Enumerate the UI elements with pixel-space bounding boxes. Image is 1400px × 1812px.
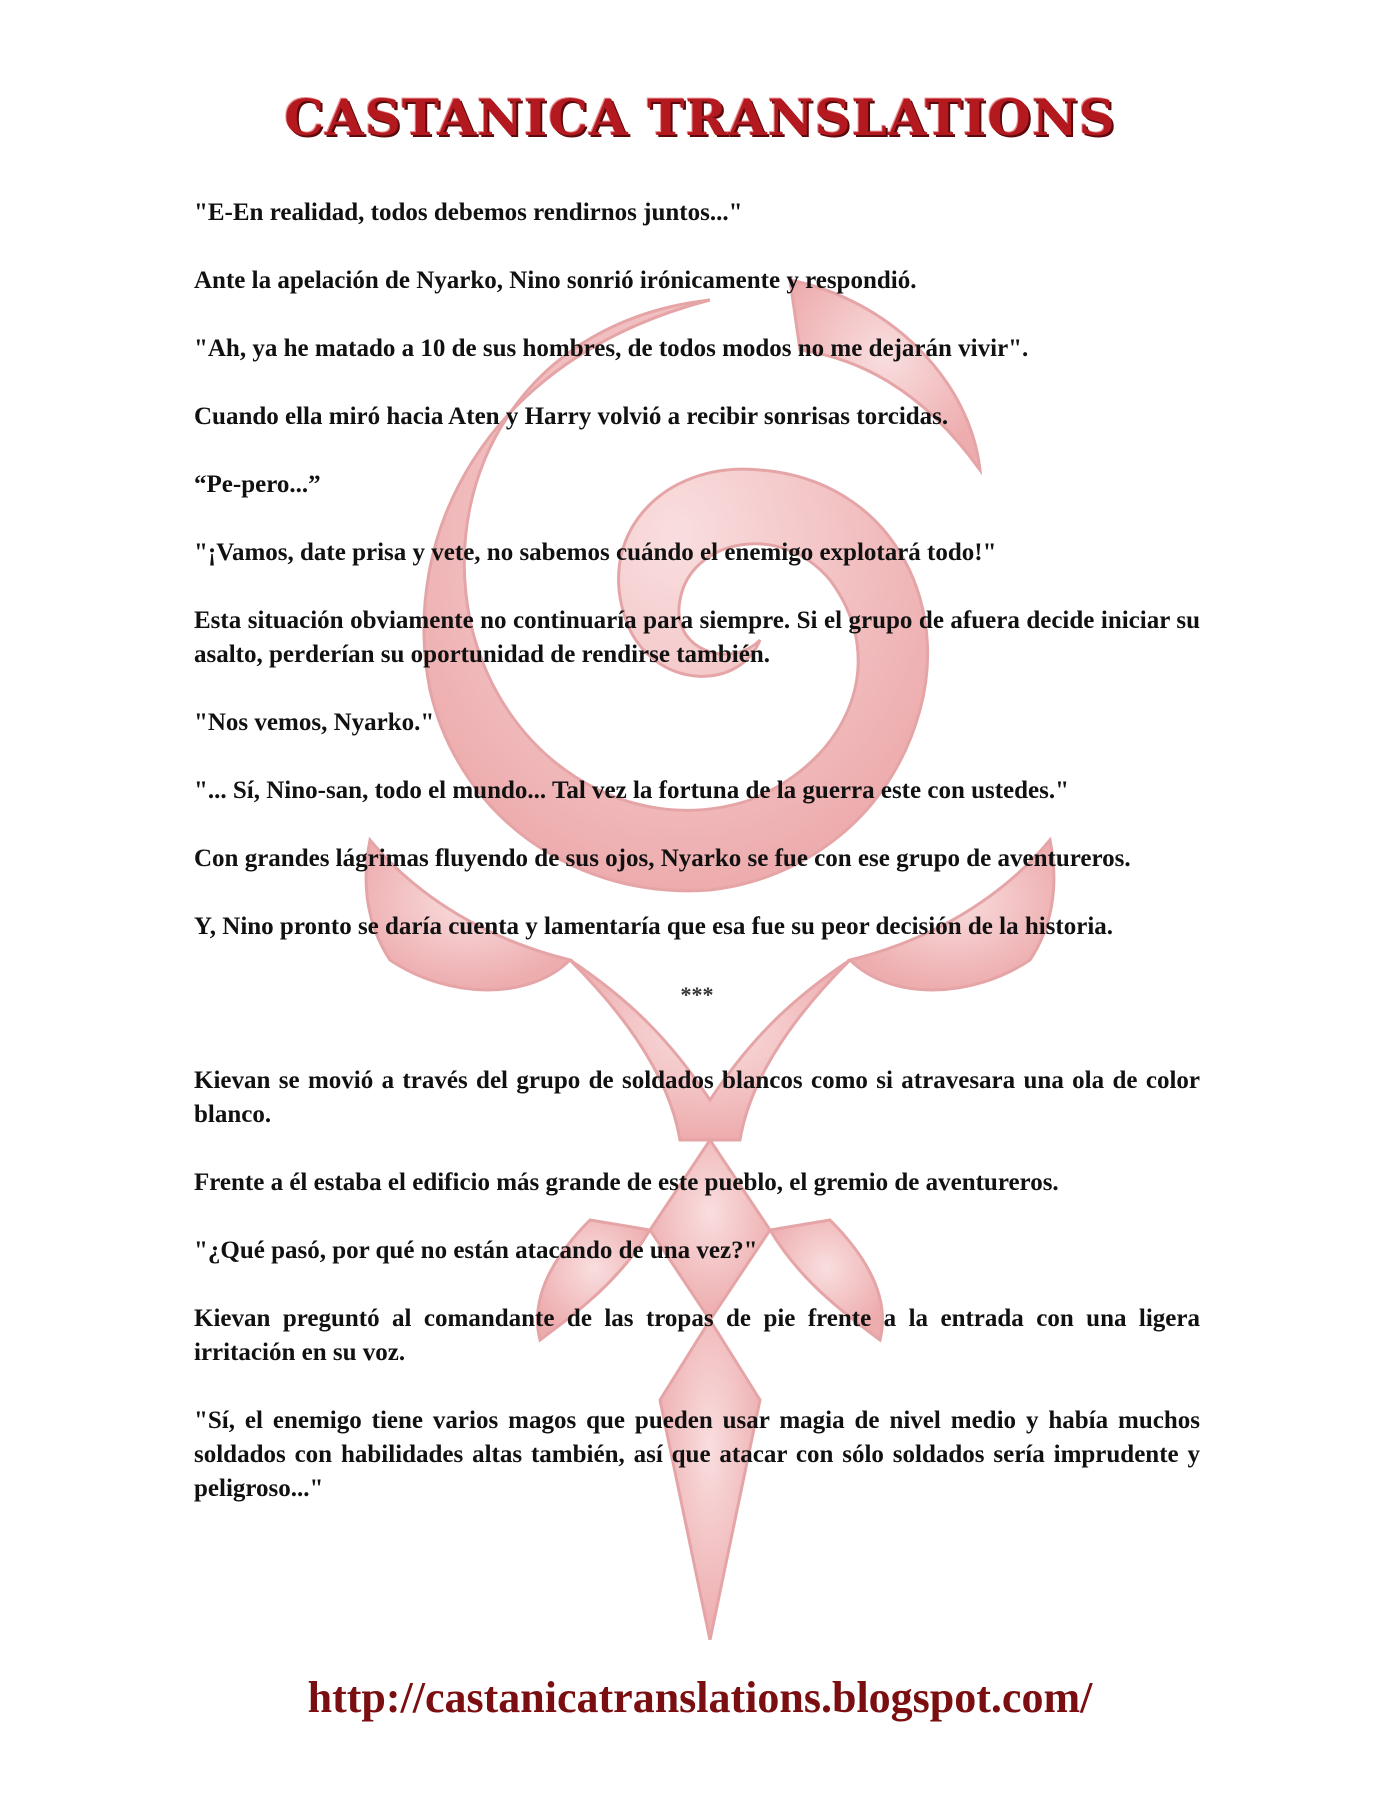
paragraph: “Pe-pero...”	[194, 471, 321, 498]
footer-url-link[interactable]: http://castanicatranslations.blogspot.com/	[307, 1673, 1093, 1722]
paragraph: "¡Vamos, date prisa y vete, no sabemos cuándo el enemigo explotará todo!"	[194, 539, 997, 566]
paragraph: Cuando ella miró hacia Aten y Harry volvió a recibir sonrisas torcidas.	[194, 403, 949, 430]
paragraph: Frente a él estaba el edificio más grande de este pueblo, el gremio de aventureros.	[194, 1169, 1059, 1196]
paragraph: Kievan preguntó al comandante de las tropas de pie frente a la entrada con una ligera irritación en su voz.	[194, 1305, 1200, 1366]
paragraph: Ante la apelación de Nyarko, Nino sonrió irónicamente y respondió.	[194, 267, 917, 294]
paragraph: "... Sí, Nino-san, todo el mundo... Tal vez la fortuna de la guerra este con ustedes."	[194, 777, 1070, 804]
paragraph: "Nos vemos, Nyarko."	[194, 709, 435, 736]
site-title-banner: CASTANICA TRANSLATIONS	[284, 88, 1116, 147]
paragraph: Y, Nino pronto se daría cuenta y lamentaría que esa fue su peor decisión de la historia.	[194, 913, 1114, 940]
paragraph: "¿Qué pasó, por qué no están atacando de una vez?"	[194, 1237, 758, 1264]
paragraph: "Sí, el enemigo tiene varios magos que pueden usar magia de nivel medio y había muchos soldados con habilidades altas también, así que atacar con sólo soldados sería imprudente y peligroso..."	[194, 1407, 1200, 1502]
chapter-text	[194, 196, 1200, 1540]
paragraph: Esta situación obviamente no continuaría para siempre. Si el grupo de afuera decide iniciar su asalto, perderían su oportunidad de rendirse también.	[194, 607, 1200, 668]
paragraph: Kievan se movió a través del grupo de soldados blancos como si atravesara una ola de color blanco.	[194, 1067, 1200, 1128]
paragraph: "E-En realidad, todos debemos rendirnos juntos..."	[194, 199, 743, 226]
paragraph: "Ah, ya he matado a 10 de sus hombres, de todos modos no me dejarán vivir".	[194, 335, 1029, 362]
paragraph: Con grandes lágrimas fluyendo de sus ojos, Nyarko se fue con ese grupo de aventureros.	[194, 845, 1131, 872]
scene-separator: ***	[680, 982, 714, 1007]
